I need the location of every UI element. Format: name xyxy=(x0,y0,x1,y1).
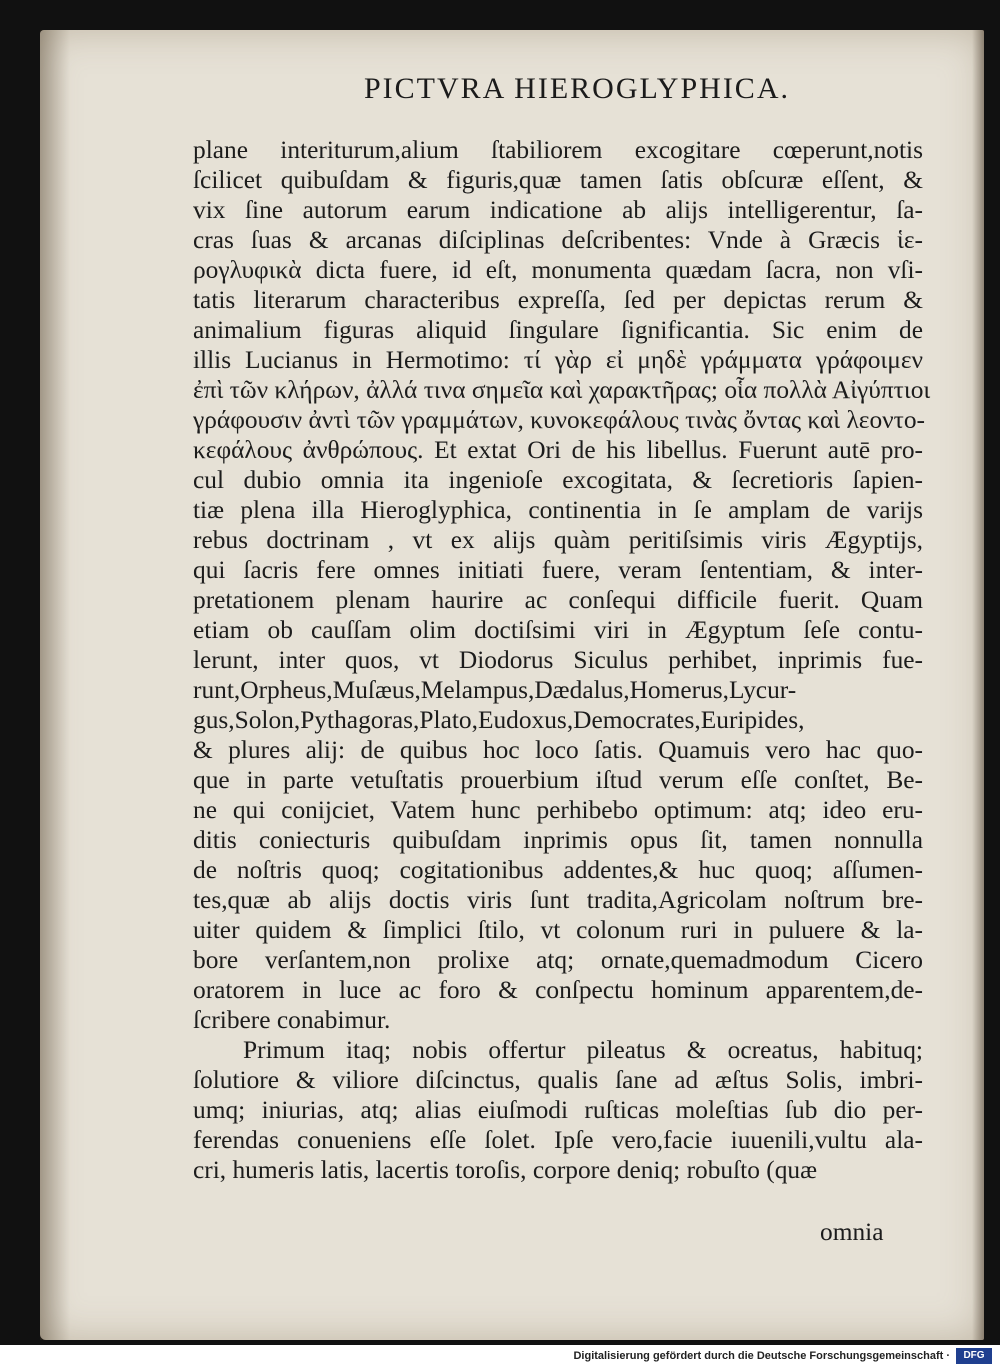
text-line: ſcribere conabimur. xyxy=(193,1006,391,1034)
funding-credit: Digitalisierung gefördert durch die Deutsche Forschungsgemeinschaft · xyxy=(573,1350,950,1362)
text-line: qui ſacris fere omnes initiati fuere, veram ſententiam, & inter- xyxy=(193,556,923,584)
text-line: umq; iniurias, atq; alias eiuſmodi ruſticas moleſtias ſub dio per- xyxy=(193,1096,923,1124)
text-line: ne qui conijciet, Vatem hunc perhibebo optimum: atq; ideo eru- xyxy=(193,796,923,824)
text-line: gus,Solon,Pythagoras,Plato,Eudoxus,Democrates,Euripides, xyxy=(193,706,805,734)
text-line: animalium figuras aliquid ſingulare ſignificantia. Sic enim de xyxy=(193,316,923,344)
text-line: de noſtris quoq; cogitationibus addentes,& huc quoq; aſſumen- xyxy=(193,856,923,884)
footer-bar xyxy=(0,1345,1000,1369)
body-text xyxy=(193,135,931,1185)
text-line: rebus doctrinam , vt ex aliјs quàm peritiſsimis viris Ægyptiјs, xyxy=(193,526,923,554)
text-line: tiæ plena illa Hieroglyphica, continentia in ſe amplam de variјs xyxy=(193,496,923,524)
text-line: tatis literarum characteribus expreſſa, ſed per depictas rerum & xyxy=(193,286,923,314)
text-line: lerunt, inter quos, vt Diodorus Siculus perhibet, inprimis fue- xyxy=(193,646,923,674)
text-line: oratorem in luce ac foro & conſpectu hominum apparentem,de- xyxy=(193,976,923,1004)
text-line: cri, humeris latis, lacertis toroſis, corpore deniq; robuſto (quæ xyxy=(193,1156,818,1184)
text-line: cul dubio omnia ita ingenioſe excogitata, & ſecretioris ſapien- xyxy=(193,466,923,494)
text-line: ſcilicet quibuſdam & figuris,quæ tamen ſatis obſcuræ eſſent, & xyxy=(193,166,923,194)
text-line: uiter quidem & ſimplici ſtilo, vt colonum ruri in puluere & la- xyxy=(193,916,923,944)
text-line: ρογλυφικὰ dicta fuere, id eſt, monumenta quædam ſacra, non vſi- xyxy=(193,256,923,284)
text-line: bore verſantem,non prolixe atq; ornate,quemadmodum Cicero xyxy=(193,946,923,974)
text-line: & plures aliј: de quibus hoc loco ſatis. Quamuis vero hac quo- xyxy=(193,736,923,764)
text-line: κεφάλους ἀνθρώπους. Et extat Ori de his libellus. Fuerunt autē pro- xyxy=(193,436,923,464)
text-line: tes,quæ ab aliјs doctis viris ſunt tradita,Agricolam noſtrum bre- xyxy=(193,886,923,914)
text-line: γράφουσιν ἀντὶ τῶν γραμμάτων, κυνοκεφάλους τινὰς ὄντας καὶ λεοντο- xyxy=(193,406,925,434)
text-line: illis Lucianus in Hermotimo: τί γὰρ εἰ μηδὲ γράμματα γράφοιμεν xyxy=(193,346,923,374)
dfg-logo: DFG xyxy=(956,1348,992,1364)
text-line: ſolutiore & viliore diſcinctus, qualis ſane ad æſtus Solis, imbri- xyxy=(193,1066,923,1094)
catchword: omnia xyxy=(820,1218,884,1246)
text-line: ἐπὶ τῶν κλήρων, ἀλλά τινα σημεῖα καὶ χαρακτῆρας; οἷα πολλὰ Αἰγύπτιοι xyxy=(193,376,931,404)
gutter-shadow xyxy=(40,30,70,1340)
text-line: cras ſuas & arcanas diſciplinas deſcribentes: Vnde à Græcis ἱε- xyxy=(193,226,923,254)
text-line: que in parte vetuſtatis prouerbium iſtud verum eſſe conſtet, Be- xyxy=(193,766,923,794)
page-edge-shadow xyxy=(972,30,984,1340)
text-line: ditis coniecturis quibuſdam inprimis opus ſit, tamen nonnulla xyxy=(193,826,923,854)
text-line: Primum itaq; nobis offertur pileatus & ocreatus, habituq; xyxy=(243,1036,923,1064)
text-line: pretationem plenam haurire ac conſequi difficile fuerit. Quam xyxy=(193,586,923,614)
text-line: etiam ob cauſſam olim doctiſsimi viri in Ægyptum ſeſe contu- xyxy=(193,616,923,644)
running-head: PICTVRA HIEROGLYPHICA. xyxy=(363,72,790,105)
text-line: vix ſine autorum earum indicatione ab aliјs intelligerentur, ſa- xyxy=(193,196,923,224)
text-line: runt,Orpheus,Muſæus,Melampus,Dædalus,Homerus,Lycur- xyxy=(193,676,797,704)
text-line: ferendas conueniens eſſe ſolet. Ipſe vero,facie iuuenili,vultu ala- xyxy=(193,1126,923,1154)
text-line: plane interiturum,alium ſtabiliorem excogitare cœperunt,notis xyxy=(193,136,923,164)
